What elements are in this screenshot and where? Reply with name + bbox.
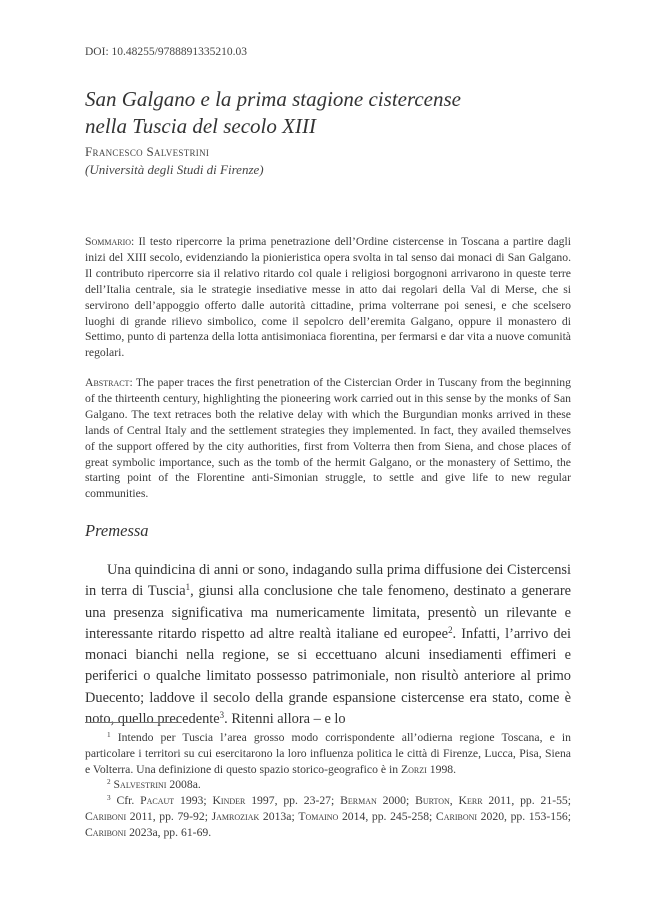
italian-summary <box>85 234 571 361</box>
citation-author: Kinder <box>212 794 246 808</box>
citation-year: 2013a; <box>259 809 299 823</box>
citation-author: Burton, Kerr <box>415 794 483 808</box>
citation-year: 2011, pp. 21-55; <box>482 794 572 808</box>
body-paragraph <box>85 560 571 730</box>
body-sentence-3: . Infatti, l’arrivo dei monaci bianchi nella regione, se si eccettuano alcuni insediamenti effimeri e periferici o qualche limitato possesso patrimoniale, non risultò anteriore al primo Duecento; laddove il secolo della grande espansione cistercense era stato, come è noto, quello precedente <box>85 625 571 728</box>
english-abstract <box>85 375 571 502</box>
citation-year: 1998. <box>426 762 457 776</box>
footnote-text: Cfr. <box>110 794 141 808</box>
footnote-ref-2: 2 <box>448 624 453 635</box>
citation-author: Berman <box>340 794 377 808</box>
citation-year: 2000; <box>376 794 416 808</box>
citation-year: 2008a. <box>166 778 201 792</box>
footnote-ref-3: 3 <box>219 710 225 721</box>
citation-year: 2014, pp. 245-258; <box>338 809 436 823</box>
citation-year: 2020, pp. 153-156; <box>477 809 572 823</box>
citation-year: 1993; <box>174 794 213 808</box>
citation-year: 2011, pp. 79-92; <box>126 809 212 823</box>
footnote-ref-1: 1 <box>185 582 191 593</box>
footnote-text: Intendo per Tuscia l’area grosso modo corrispondente all’odierna regione Toscana, e in particolare i territori su cui esercitarono la loro influenza politica le città di Firenze, Lucca, Pisa, Siena e Volterra. Una definizione di questo spazio storico-geografico è in <box>85 731 571 776</box>
footnote-number: 1 <box>107 731 111 740</box>
author-affiliation: (Università degli Studi di Firenze) <box>85 162 264 177</box>
footnote-3 <box>85 793 571 840</box>
footnotes <box>85 730 571 841</box>
citation-author: Cariboni <box>85 825 127 839</box>
abstract-label: Abstract: <box>85 376 133 389</box>
citation-author: Cariboni <box>435 809 478 823</box>
citation-year: 2023a, pp. 61-69. <box>126 825 212 839</box>
body-sentence-1: Una quindicina di anni or sono, indagando sulla prima diffusione dei Cistercensi in terra di Tuscia <box>85 562 571 600</box>
citation-author: Pacaut <box>140 794 175 808</box>
footnote-separator <box>85 722 180 723</box>
summary-label: Sommario: <box>85 235 135 248</box>
summary-text: Il testo ripercorre la prima penetrazione dell’Ordine cistercense in Toscana a partire dagli inizi del XIII secolo, evidenziando la pionieristica opera svolta in tal senso dai monaci di San Galgano. Il contributo ripercorre sia il relativo ritardo col quale i religiosi borgognoni arrivarono in queste terre dell’Italia centrale, sia le strategie insediative messe in atto dai regolari della Val di Merse, che si servirono dell’appoggio offerto dalle autorità cittadine, prima volterrane poi senesi, e che scelsero luoghi di grande rilievo simbolico, come il sepolcro dell’eremita Galgano, oppure il monastero di Settimo, punto di partenza della lotta antisimoniaca fiorentina, per fermarsi e dar vita a nuove comunità regolari. <box>85 235 571 360</box>
author-name: Francesco Salvestrini <box>85 144 210 159</box>
citation-year: 1997, pp. 23-27; <box>245 794 341 808</box>
citation-author: Jamroziak <box>211 809 260 823</box>
citation-author: Tomaino <box>298 809 339 823</box>
body-sentence-4: . Ritenni allora – e lo <box>224 711 346 728</box>
footnote-1 <box>85 730 571 777</box>
title-line-1: San Galgano e la prima stagione cistercense <box>85 87 462 111</box>
doi-line: DOI: 10.48255/9788891335210.03 <box>85 46 247 58</box>
footnote-number: 2 <box>107 778 111 787</box>
citation-author: Salvestrini <box>113 778 167 792</box>
body-text <box>85 560 571 730</box>
article-title <box>85 86 565 140</box>
abstract-text: The paper traces the first penetration of the Cistercian Order in Tuscany from the beginning of the thirteenth century, highlighting the pioneering work carried out in this sense by the monks of San Galgano. The text retraces both the relative delay with which the Burgundian monks arrived in these lands of Central Italy and the settlement strategies they implemented. In fact, they availed themselves of the support offered by the city authorities, first from Volterra then from Siena, and chose places of great symbolic importance, such as the tomb of the hermit Galgano, or the monastery of Settimo, the starting point of the Florentine anti-Simonian struggle, to settle and give life to new regular communities. <box>85 376 571 501</box>
citation-author: Zorzi <box>401 762 427 776</box>
body-sentence-2: , giunsi alla conclusione che tale fenomeno, destinato a generare una presenza significativa ma numericamente limitata, presentò un rilevante e interessante ritardo rispetto ad altre realtà italiane ed europee <box>85 583 571 642</box>
footnote-2 <box>85 777 571 793</box>
title-line-2: nella Tuscia del secolo XIII <box>85 114 316 138</box>
section-heading: Premessa <box>85 521 149 540</box>
footnote-number: 3 <box>107 794 111 803</box>
citation-author: Cariboni <box>85 809 127 823</box>
